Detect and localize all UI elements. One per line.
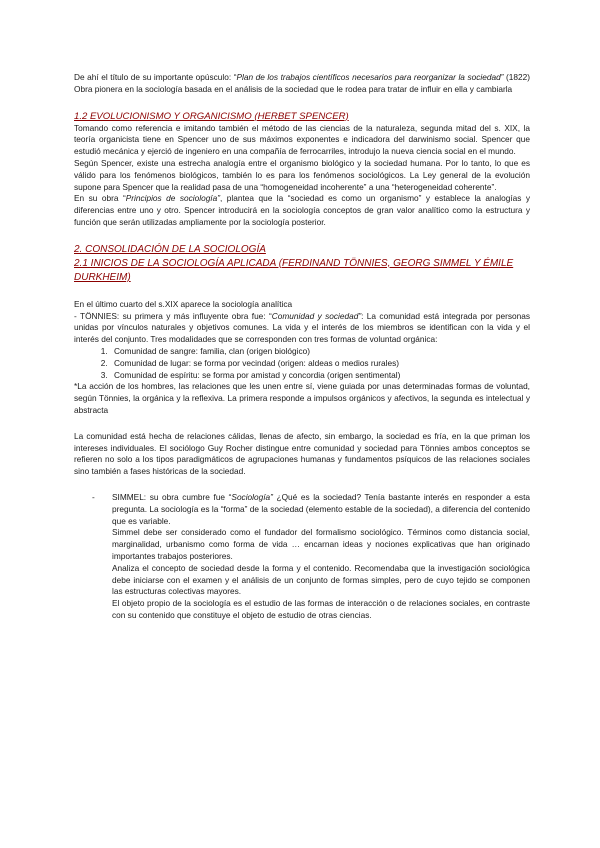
tonnies-paragraph: - TÖNNIES: su primera y más influyente obra fue: “Comunidad y sociedad”: La comunidad está integrada por personas unidas por vínculos naturales y objetivos comunes. La vida y el interés de los miembros se identifican con la vida y el interés del conjunto. Tres modalidades que se corresponden con tres formas de voluntad orgánica:: [74, 310, 530, 345]
subsection-heading-inicios: 2.1 INICIOS DE LA SOCIOLOGÍA APLICADA (FERDINAND TÖNNIES, GEORG SIMMEL Y ÉMILE DURKHEIM): [74, 257, 514, 283]
spencer-paragraph-1: Tomando como referencia e imitando también el método de las ciencias de la naturaleza, segunda mitad del s. XIX, la teoría organicista tiene en Spencer uno de sus máximos exponentes e indicadora del darwinismo social. Spencer que estudió mecánica y ejerció de ingeniero en una compañía de ferrocarriles, introdujo la nueva ciencia social en el mundo.: [74, 122, 530, 157]
community-paragraph: La comunidad está hecha de relaciones cálidas, llenas de afecto, sin embargo, la sociedad es fría, en la que priman los intereses individuales. El sociólogo Guy Rocher distingue entre comunidad y sociedad para Tönnies ambos conceptos se refieren no solo a los tipos paradigmáticos de agrupaciones humanas y fundamentos psíquicos de las relaciones sociales sino también a fases históricas de la sociedad.: [74, 430, 530, 477]
section-heading-evolucionismo: 1.2 EVOLUCIONISMO Y ORGANICISMO (HERBET SPENCER): [74, 110, 349, 122]
simmel-paragraph-4: El objeto propio de la sociología es el estudio de las formas de interacción o de relaciones sociales, en contraste con su contenido que constituye el objeto de estudio de otras ciencias.: [112, 598, 530, 620]
simmel-item: [74, 492, 530, 622]
section-heading-consolidacion: 2. CONSOLIDACIÓN DE LA SOCIOLOGÍA: [74, 243, 266, 255]
tonnies-note: *La acción de los hombres, las relaciones que les unen entre sí, viene guiada por unas determinadas formas de voluntad, según Tönnies, la orgánica y la reflexiva. La primera responde a impulsos orgánicos y afectivos, la segunda es intelectual y abstracta: [74, 381, 530, 415]
list-item: 2. Comunidad de lugar: se forma por vecindad (origen: aldeas o medios rurales): [110, 358, 530, 370]
intro-paragraph: De ahí el título de su importante opúsculo: “Plan de los trabajos científicos necesarios para reorganizar la sociedad” (1822) Obra pionera en la sociología basada en el análisis de la sociedad que le rodea para tratar de influir en ella y cambiarla: [74, 72, 530, 94]
simmel-paragraph-1: SIMMEL: su obra cumbre fue “Sociología” ¿Qué es la sociedad? Tenía bastante interés en responder a esta pregunta. La sociología es la “forma” de la sociedad (elemento estable de la sociedad), a diferencia del contenido que es variable.: [112, 491, 530, 526]
simmel-list: [74, 492, 530, 622]
spencer-paragraph-3: En su obra “Principios de sociología”, plantea que la “sociedad es como un organismo” y establece la analogías y diferencias entre uno y otro. Spencer introducirá en la sociología conceptos de gran valor analítico como la estructura y función que serán utilizadas ampliamente por la sociología posterior.: [74, 193, 531, 227]
spencer-paragraph-2: Según Spencer, existe una estrecha analogía entre el organismo biológico y la sociedad humana. Por lo tanto, lo que es válido para los fenómenos biológicos, también lo es para los fenómenos sociológicos. La Ley general de la evolución supone para Spencer que la realidad pasa de una “homogeneidad incoherente” a una “heterogeneidad coherente”.: [74, 157, 530, 192]
list-item: 1. Comunidad de sangre: familia, clan (origen biológico): [110, 346, 530, 358]
document-page: [74, 72, 530, 622]
simmel-paragraph-3: Analiza el concepto de sociedad desde la forma y el contenido. Recomendaba que la investigación sociológica debe iniciarse con el examen y el análisis de un conjunto de formas simples, pero de cuyo tejido se componen las estructuras colectivas mayores.: [112, 562, 530, 597]
analytic-sociology-intro: En el último cuarto del s.XIX aparece la sociología analítica: [74, 298, 293, 309]
simmel-paragraph-2: Simmel debe ser considerado como el fundador del formalismo sociológico. Términos como distancia social, marginalidad, urbanismo como forma de vida … encarnan ideas y nociones explicativas que han originado importantes trabajos posteriores.: [112, 527, 530, 561]
dash-bullet: -: [92, 491, 95, 502]
community-types-list: [74, 346, 530, 381]
list-item: 3. Comunidad de espíritu: se forma por amistad y concordia (origen sentimental): [110, 370, 530, 382]
